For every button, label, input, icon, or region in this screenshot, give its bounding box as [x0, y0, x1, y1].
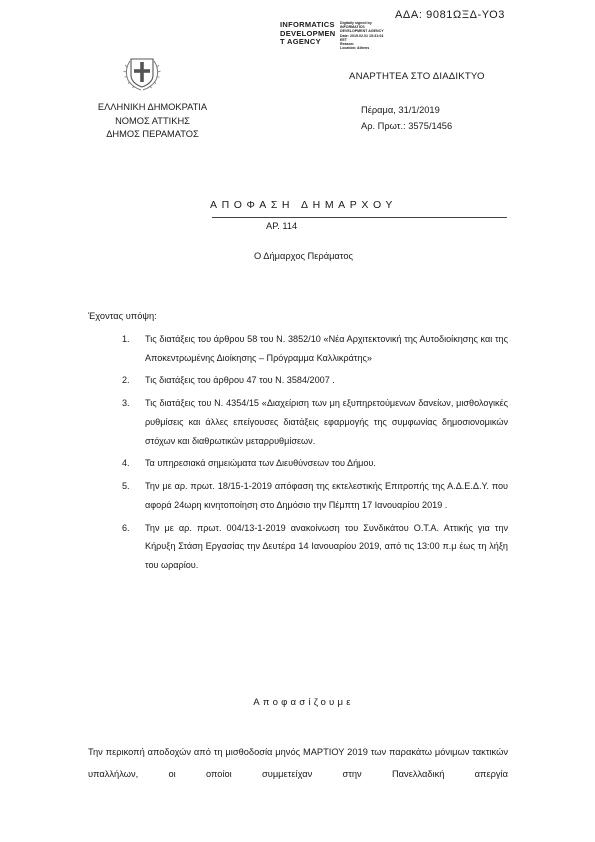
- list-text: Τις διατάξεις του άρθρου 58 του Ν. 3852/10 «Νέα Αρχιτεκτονική της Αυτοδιοίκησης και της Αποκεντρωμένης Διοίκησης – Πρόγραμμα Καλλικράτης»: [145, 334, 508, 363]
- stamp-detail-line: Date: 2019.02.01 15:31:04: [340, 33, 384, 38]
- ada-code: ΑΔΑ: 9081ΩΞΔ-ΥΟ3: [395, 9, 505, 21]
- list-item: [122, 519, 508, 575]
- list-item: [122, 454, 508, 473]
- list-item: [122, 394, 508, 450]
- list-item: [122, 371, 508, 390]
- stamp-detail-line: Reason:: [340, 42, 355, 47]
- issuer-line: ΝΟΜΟΣ ΑΤΤΙΚΗΣ: [115, 115, 190, 126]
- decision-body-text: Την περικοπή αποδοχών από τη μισθοδοσία μηνός ΜΑΡΤΙΟΥ 2019 των παρακάτω μόνιμων τακτικών υπαλλήλων, οι οποίοι συμμετείχαν στην Πανελλαδική απεργία: [88, 747, 508, 779]
- list-text: Την με αρ. πρωτ. 18/15-1-2019 απόφαση της εκτελεστικής Επιτροπής της Α.Δ.Ε.Δ.Υ. που αφορά 24ωρη κινητοποίηση στο Δημόσιο την Πέμπτη 17 Ιανουαρίου 2019 .: [145, 481, 508, 510]
- list-text: Τα υπηρεσιακά σημειώματα των Διευθύνσεων του Δήμου.: [145, 458, 376, 469]
- issuer-line: ΔΗΜΟΣ ΠΕΡΑΜΑΤΟΣ: [106, 129, 199, 139]
- list-text: Τις διατάξεις του Ν. 4354/15 «Διαχείριση των μη εξυπηρετούμενων δανείων, μισθολογικές ρυθμίσεις και άλλες επείγουσες διατάξεις εφαρμογής της συμφωνίας δημοσιονομικών στόχων και διαθρωτικών μεταρρυθμίσεων.: [145, 398, 508, 446]
- considerations-list: [122, 330, 508, 579]
- decide-heading: Αποφασίζουμε: [253, 697, 354, 708]
- list-number: 6.: [122, 522, 130, 533]
- title-divider: [212, 217, 507, 218]
- list-number: 5.: [122, 481, 130, 492]
- stamp-line: DEVELOPMEN: [280, 28, 336, 38]
- protocol-number: Αρ. Πρωτ.: 3575/1456: [361, 121, 453, 131]
- decision-title: ΑΠΟΦΑΣΗ ΔΗΜΑΡΧΟΥ: [209, 199, 398, 211]
- date-protocol-block: [361, 102, 452, 134]
- stamp-detail-line: DEVELOPMENT AGENCY: [340, 29, 384, 34]
- stamp-detail-line: Digitally signed by: [340, 21, 372, 25]
- list-text: Τις διατάξεις του άρθρου 47 του Ν. 3584/2007 .: [145, 375, 335, 386]
- list-number: 3.: [122, 398, 130, 409]
- document-date: Πέραμα, 31/1/2019: [361, 105, 440, 115]
- list-item: [122, 477, 508, 514]
- stamp-detail-line: Location: Athens: [340, 46, 370, 51]
- list-number: 2.: [122, 375, 130, 386]
- stamp-line: T AGENCY: [280, 37, 321, 47]
- stamp-detail-line: INFORMATICS: [340, 25, 365, 30]
- list-number: 1.: [122, 334, 130, 344]
- decision-number: ΑΡ. 114: [266, 221, 298, 231]
- greek-coat-of-arms-icon: [123, 48, 161, 92]
- stamp-detail-line: EET: [340, 37, 347, 42]
- stamp-line: INFORMATICS: [280, 20, 335, 29]
- list-item: [122, 330, 508, 367]
- publish-note: ΑΝΑΡΤΗΤΕΑ ΣΤΟ ΔΙΑΔΙΚΤΥΟ: [349, 71, 485, 82]
- digital-signature-stamp: [280, 20, 384, 51]
- issuer-block: [80, 101, 225, 142]
- list-number: 4.: [122, 458, 130, 469]
- list-text: Την με αρ. πρωτ. 004/13-1-2019 ανακοίνωση του Συνδικάτου Ο.Τ.Α. Αττικής για την Κήρυξη Στάση Εργασίας την Δευτέρα 14 Ιανουαρίου 2019, από τις 13:00 π.μ έως τη λήξη του ωραρίου.: [145, 522, 508, 571]
- issuer-line: ΕΛΛΗΝΙΚΗ ΔΗΜΟΚΡΑΤΙΑ: [97, 102, 208, 112]
- considering-label: Έχοντας υπόψη:: [88, 311, 157, 321]
- mayor-heading: Ο Δήμαρχος Περάματος: [253, 251, 353, 261]
